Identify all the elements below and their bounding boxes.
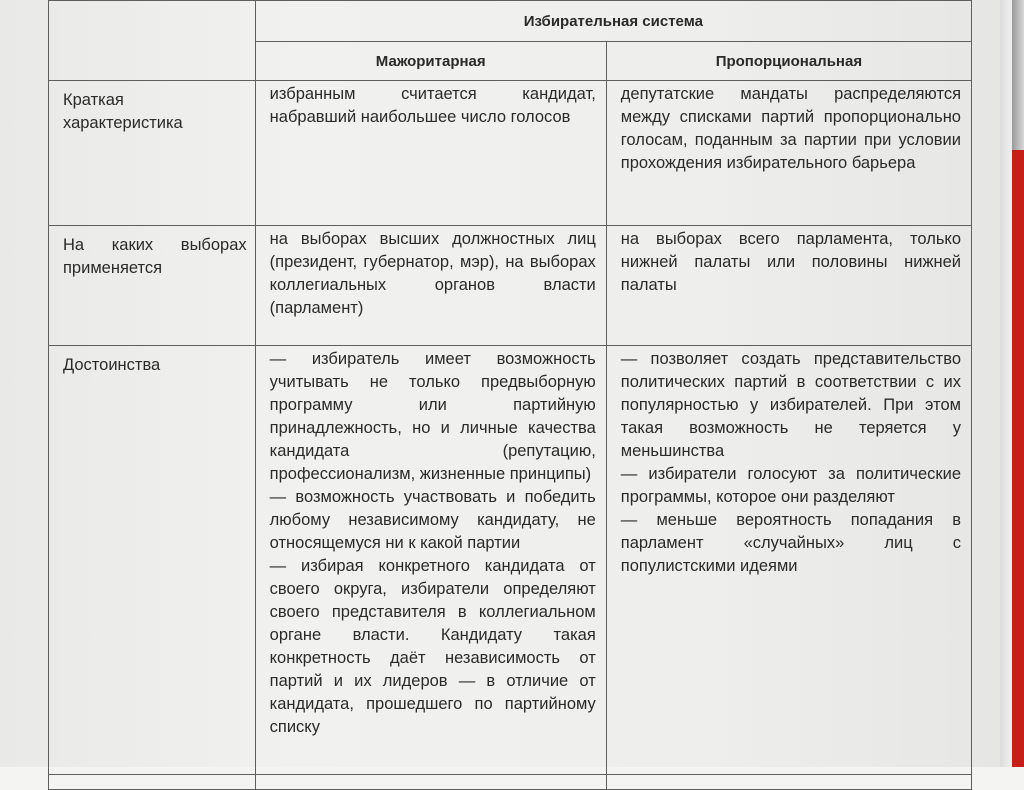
column-header-proportional: Пропорциональная	[606, 42, 971, 81]
cell-paragraph: на выборах высших должностных лиц (президент, губернатор, мэр), на выборах коллегиальных органов власти (парламент)	[269, 230, 596, 317]
table-header: Избирательная система	[255, 1, 971, 42]
cell-paragraph: — избиратели голосуют за политические программы, которое они разделяют	[620, 465, 961, 506]
electoral-systems-table	[48, 0, 972, 790]
proportional-cell	[606, 226, 971, 346]
row-label: Краткая характеристика	[49, 81, 256, 226]
cell-paragraph: депутатские мандаты распределяются между списками партий пропорционально голосам, поданным за партии при условии прохождения избирательного барьера	[620, 85, 961, 172]
majoritarian-cell	[255, 346, 606, 775]
cell-paragraph: — избирая конкретного кандидата от своего округа, избиратели определяют своего представителя в коллегиальном органе власти. Кандидату такая конкретность даёт независимость от партий и их лидеров — в отличие от кандидата, прошедшего по партийному списку	[269, 557, 596, 736]
table-row	[49, 226, 972, 346]
majoritarian-cell	[255, 226, 606, 346]
proportional-cell	[606, 775, 971, 790]
table-row	[49, 81, 972, 226]
header-empty-cell	[49, 1, 256, 81]
table-row	[49, 346, 972, 775]
table-row-cut-off	[49, 775, 972, 790]
cell-paragraph: избранным считается кандидат, набравший наибольшее число голосов	[269, 85, 596, 126]
proportional-cell	[606, 81, 971, 226]
column-header-majoritarian: Мажоритарная	[255, 42, 606, 81]
cell-paragraph: — возможность участвовать и победить любому независимому кандидату, не относящемуся ни к какой партии	[269, 488, 596, 552]
row-label	[49, 775, 256, 790]
cell-paragraph: — избиратель имеет возможность учитывать не только предвыборную программу или партийную принадлежность, но и личные качества кандидата (репутацию, профессионализм, жизненные принципы)	[269, 350, 596, 483]
majoritarian-cell	[255, 81, 606, 226]
cell-paragraph: — меньше вероятность попадания в парламент «случайных» лиц с популистскими идеями	[620, 511, 961, 575]
row-label: Достоинства	[49, 346, 256, 775]
proportional-cell	[606, 346, 971, 775]
majoritarian-cell	[255, 775, 606, 790]
slide-accent-bar	[1012, 150, 1024, 767]
cell-paragraph: на выборах всего парламента, только нижней палаты или половины нижней палаты	[620, 230, 961, 294]
row-label: На каких выборах применяется	[49, 226, 256, 346]
cell-paragraph: — позволяет создать представительство политических партий в соответствии с их популярностью у избирателей. При этом такая возможность не теряется у меньшинства	[620, 350, 961, 460]
slide-edge-top	[1012, 0, 1024, 150]
